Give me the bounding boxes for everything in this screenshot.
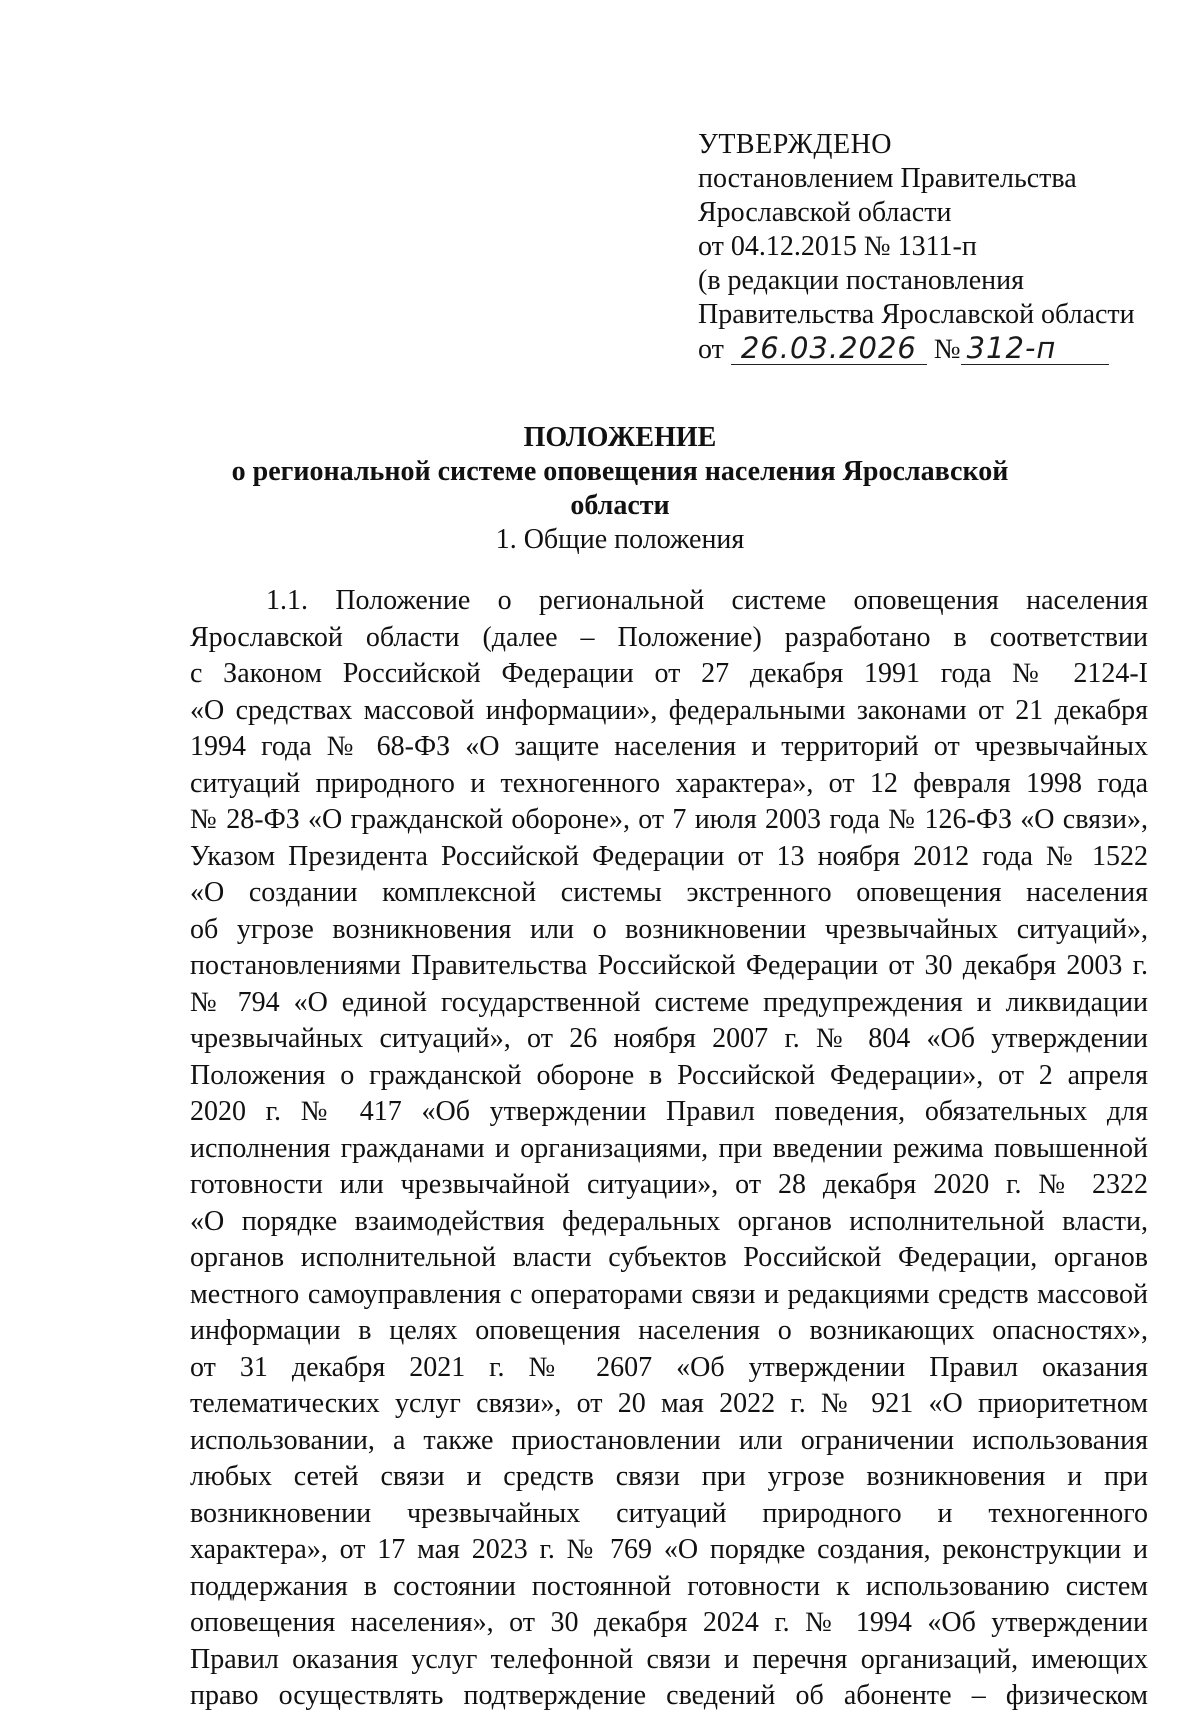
approval-line: постановлением Правительства [698,163,1077,194]
paragraph-line: готовности или чрезвычайной ситуации», от 28 декабря 2020 г. № 2322 [190,1169,1148,1200]
amendment-date-row [698,332,1178,366]
paragraph-line: любых сетей связи и средств связи при угрозе возникновения и при [190,1461,1148,1492]
approval-line: от 04.12.2015 № 1311-п [698,231,977,262]
paragraph-line: характера», от 17 мая 2023 г. № 769 «О порядке создания, реконструкции и [190,1534,1148,1565]
paragraph-line: телематических услуг связи», от 20 мая 2022 г. № 921 «О приоритетном [190,1388,1148,1419]
paragraph-line: 1994 года № 68-ФЗ «О защите населения и территорий от чрезвычайных [190,731,1148,762]
title-main: ПОЛОЖЕНИЕ [523,422,717,453]
paragraph-line: Ярославской области (далее – Положение) разработано в соответствии [190,621,1148,653]
approval-line: Ярославской области [698,197,952,228]
paragraph-line: об угрозе возникновения или о возникновении чрезвычайных ситуаций», [190,913,1148,945]
paragraph-line: возникновении чрезвычайных ситуаций природного и техногенного [190,1497,1148,1529]
date-prefix: от [698,334,724,365]
paragraph-line: информации в целях оповещения населения о возникающих опасностях», [190,1315,1148,1346]
title-subtitle: о региональной системе оповещения населения Ярославской области [231,456,1009,521]
paragraph-line: с Законом Российской Федерации от 27 декабря 1991 года № 2124-I [190,658,1148,689]
paragraph-line: Правил оказания услуг телефонной связи и перечня организаций, имеющих [190,1643,1148,1675]
paragraph-line: № 28-ФЗ «О гражданской обороне», от 7 июля 2003 года № 126-ФЗ «О связи», [190,804,1148,835]
paragraph-line: чрезвычайных ситуаций», от 26 ноября 2007 г. № 804 «Об утверждении [190,1023,1148,1054]
paragraph-line: «О порядке взаимодействия федеральных органов исполнительной власти, [190,1205,1148,1237]
paragraph-line: № 794 «О единой государственной системе предупреждения и ликвидации [190,986,1148,1018]
paragraph-line: постановлениями Правительства Российской Федерации от 30 декабря 2003 г. [190,950,1148,981]
paragraph-line: «О средствах массовой информации», федеральными законами от 21 декабря [190,694,1148,726]
section-heading: 1. Общие положения [495,524,745,555]
paragraph-line: Указом Президента Российской Федерации от 13 ноября 2012 года № 1522 [190,840,1148,872]
paragraph-line: органов исполнительной власти субъектов Российской Федерации, органов [190,1242,1148,1273]
paragraph-line: оповещения населения», от 30 декабря 2024 г. № 1994 «Об утверждении [190,1607,1148,1638]
body-paragraph [190,583,1148,1715]
approval-line: Правительства Ярославской области [698,299,1135,330]
paragraph-line: 2020 г. № 417 «Об утверждении Правил поведения, обязательных для [190,1096,1148,1127]
paragraph-line: использовании, а также приостановлении или ограничении использования [190,1424,1148,1456]
paragraph-line: 1.1. Положение о региональной системе оповещения населения [266,585,1148,616]
number-prefix: № [933,334,961,365]
approval-heading: УТВЕРЖДЕНО [698,129,893,160]
paragraph-line: исполнения гражданами и организациями, при введении режима повышенной [190,1132,1148,1164]
paragraph-line: поддержания в состоянии постоянной готовности к использованию систем [190,1570,1148,1602]
handwritten-number: 312-п [961,332,1109,365]
approval-line: (в редакции постановления [698,265,1025,296]
approval-stamp [698,128,1178,366]
paragraph-line: Положения о гражданской обороне в Российской Федерации», от 2 апреля [190,1059,1148,1091]
document-title [180,421,1060,523]
paragraph-line: от 31 декабря 2021 г. № 2607 «Об утверждении Правил оказания [190,1351,1148,1383]
paragraph-line: местного самоуправления с операторами связи и редакциями средств массовой [190,1278,1148,1310]
handwritten-date: 26.03.2026 [731,332,927,365]
paragraph-line: право осуществлять подтверждение сведений об абоненте – физическом [190,1680,1148,1711]
paragraph-line: ситуаций природного и техногенного характера», от 12 февраля 1998 года [190,767,1148,799]
paragraph-line: «О создании комплексной системы экстренного оповещения населения [190,877,1148,908]
